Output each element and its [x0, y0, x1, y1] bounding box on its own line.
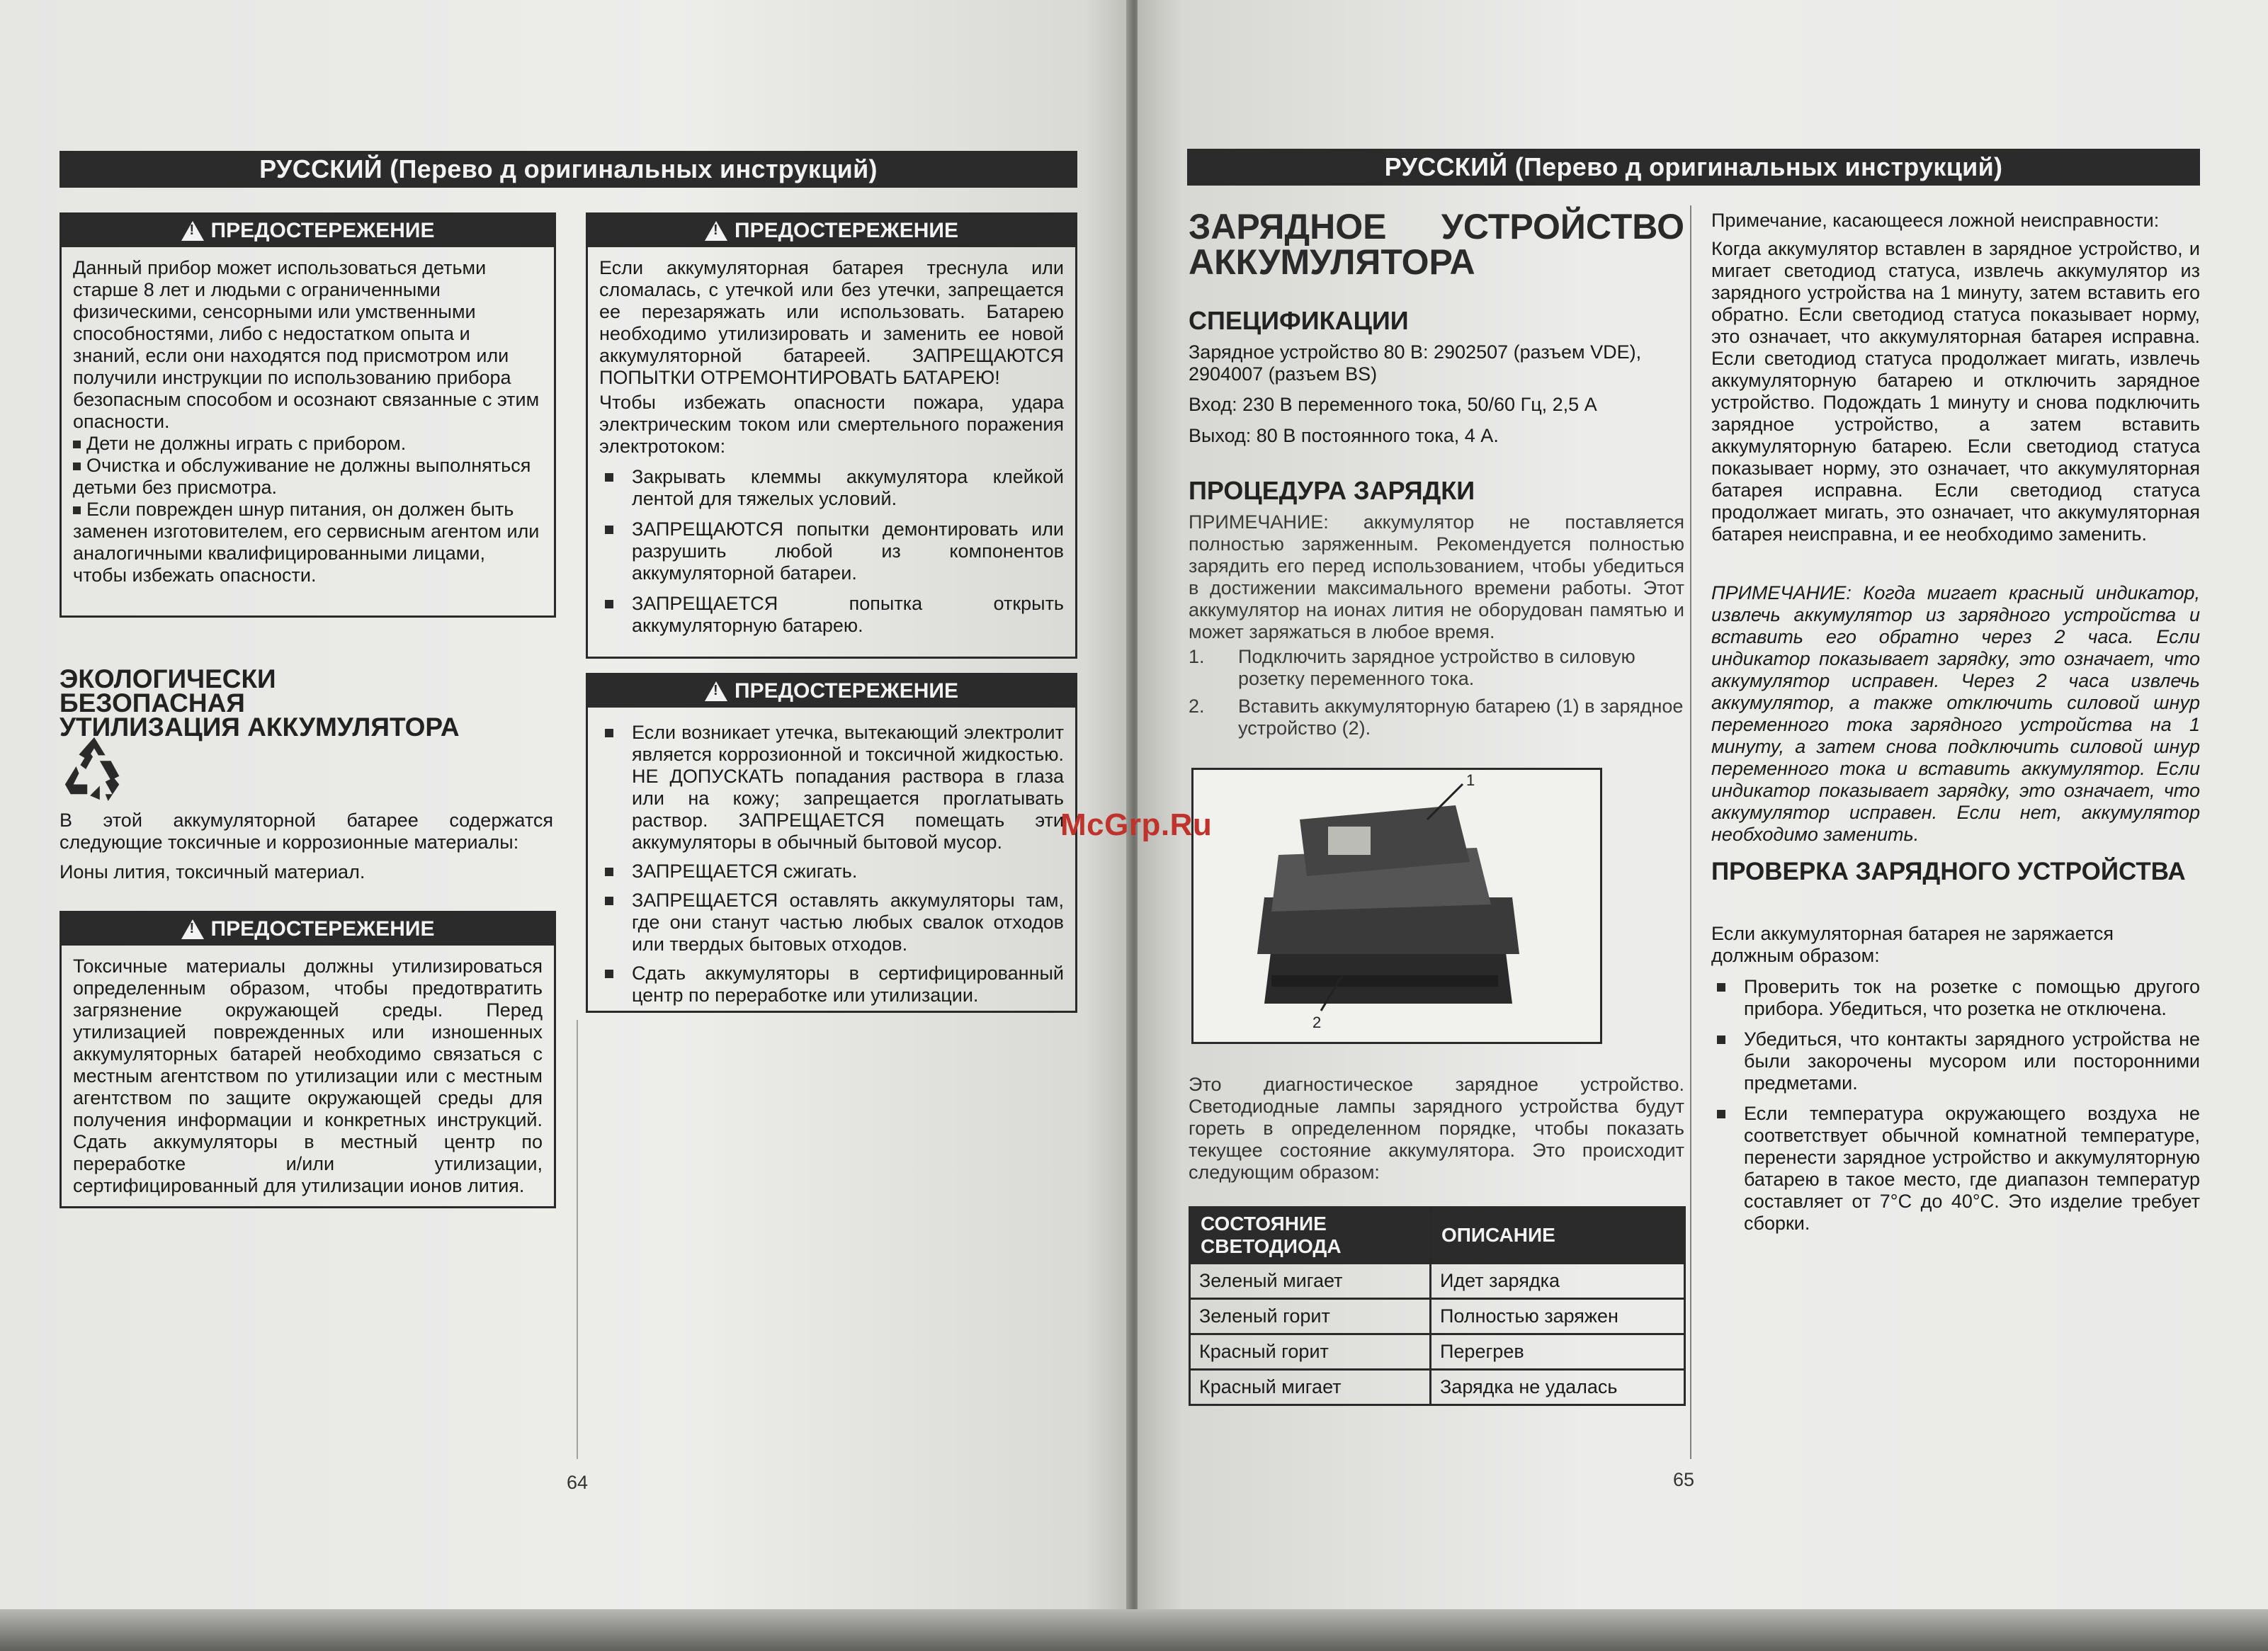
warning-intro: Данный прибор может использоваться детьми старше 8 лет и людьми с ограниченными физическими, сенсорными или умственными способностями, либо с недостатком опыта и знаний, если они находятся под присмотром или получили инструкции по использованию прибора безопасным способом и осознают связанные с этим опасности. [73, 257, 540, 432]
warning-item: ЗАПРЕЩАЕТСЯ сжигать. [599, 861, 1064, 883]
table-header: ОПИСАНИЕ [1431, 1208, 1685, 1264]
table-row: Красный мигает Зарядка не удалась [1190, 1370, 1685, 1405]
spec-line: Вход: 230 В переменного тока, 50/60 Гц, 2,5 А [1189, 394, 1597, 415]
page-number: 64 [567, 1472, 589, 1493]
left-header-bar: РУССКИЙ (Перево д оригинальных инструкций) [59, 151, 1077, 188]
warning-title: ПРЕДОСТЕРЕЖЕНИЕ [735, 679, 958, 703]
procedure-step: 2. Вставить аккумуляторную батарею (1) в зарядное устройство (2). [1189, 696, 1684, 739]
warning-item: Закрывать клеммы аккумулятора клейкой лентой для тяжелых условий. [599, 466, 1064, 510]
warning-item: ЗАПРЕЩАЮТСЯ попытки демонтировать или разрушить любой из компонентов аккумуляторной батареи. [599, 518, 1064, 584]
false-fault-note-title: Примечание, касающееся ложной неисправности: [1711, 210, 2160, 231]
red-indicator-note: ПРИМЕЧАНИЕ: Когда мигает красный индикатор, извлечь аккумулятор из зарядного устройства и вставить его обратно через 2 часа. Если индикатор показывает зарядку, это означает, что аккумулятор исправен. Через 2 часа извлечь аккумулятор, а также отключить силовой шнур переменного тока зарядного устройства на 1 минуту, а затем снова подключить силовой шнур переменного тока и вставить аккумулятор. Если индикатор показывает зарядку, это означает, что аккумулятор исправен. Если нет, аккумулятор необходимо заменить. [1711, 582, 2200, 845]
check-item: Проверить ток на розетке с помощью другого прибора. Убедиться, что розетка не отключена. [1711, 976, 2200, 1020]
page-title: ЗАРЯДНОЕ УСТРОЙСТВО АККУМУЛЯТОРА [1189, 207, 1684, 282]
table-header: СОСТОЯНИЕ СВЕТОДИОДА [1190, 1208, 1431, 1264]
warning-box-toxic [59, 911, 556, 1208]
warning-icon [705, 681, 727, 701]
check-item: Если температура окружающего воздуха не соответствует обычной комнатной температуре, перенести зарядное устройство и аккумуляторную батарею в такое место, где диапазон температур составляет от 7°C до 40°C. Это изделие требует сборки. [1711, 1103, 2200, 1235]
warning-item: Если возникает утечка, вытекающий электролит является коррозионной и токсичной жидкостью. НЕ ДОПУСКАТЬ попадания раствора в глаза или на кожу; запрещается проглатывать раствор. ЗАПРЕЩАЕТСЯ помещать эти аккумуляторы в обычный бытовой мусор. [599, 722, 1064, 853]
led-status-table [1189, 1206, 1686, 1406]
table-row: Красный горит Перегрев [1190, 1334, 1685, 1370]
eco-material: Ионы лития, токсичный материал. [59, 861, 365, 883]
column-divider [577, 1020, 578, 1459]
column-divider [1690, 205, 1691, 1459]
warning-text: Чтобы избежать опасности пожара, удара электрическим током или смертельного поражения электротоком: [599, 392, 1064, 457]
warning-title: ПРЕДОСТЕРЕЖЕНИЕ [210, 917, 435, 941]
procedure-title: ПРОЦЕДУРА ЗАРЯДКИ [1189, 476, 1475, 505]
bottom-shadow [0, 1609, 2268, 1651]
procedure-note: ПРИМЕЧАНИЕ: аккумулятор не поставляется полностью заряженным. Рекомендуется полностью зарядить его перед использованием, чтобы убедиться в достижении максимального времени работы. Этот аккумулятор на ионах лития не оборудован памятью и может заряжаться в любое время. [1189, 511, 1684, 642]
warning-text: Если аккумуляторная батарея треснула или сломалась, с утечкой или без утечки, запрещается ее перезаряжать или использовать. Батарею необходимо утилизировать и заменить ее новой аккумуляторной батареей. ЗАПРЕЩАЮТСЯ ПОПЫТКИ ОТРЕМОНТИРОВАТЬ БАТАРЕЮ! [599, 257, 1064, 388]
false-fault-note-text: Когда аккумулятор вставлен в зарядное устройство, и мигает светодиод статуса, извлечь аккумулятор из зарядного устройства на 1 минуту, затем вставить его обратно. Если светодиод статуса показывает норму, это означает, что аккумуляторная батарея исправна. Если светодиод статуса продолжает мигать, извлечь аккумуляторную батарею и отключить зарядное устройство. Подождать 1 минуту и снова подключить зарядное устройство, а затем вставить аккумуляторную батарею. Если светодиод статуса показывает норму, это означает, что аккумуляторная батарея исправна. Если светодиод статуса продолжает мигать, это означает, что аккумуляторная батарея неисправна, и ее необходимо заменить. [1711, 238, 2200, 545]
warning-title: ПРЕДОСТЕРЕЖЕНИЕ [210, 219, 435, 242]
warning-icon [705, 221, 727, 241]
watermark: McGrp.Ru [1060, 807, 1213, 842]
charger-illustration [1193, 770, 1600, 1042]
warning-text: Токсичные материалы должны утилизироваться определенным образом, чтобы предотвратить загрязнение окружающей среды. Перед утилизацией поврежденных или изношенных аккумуляторных батарей необходимо связаться с местным агентством по утилизации или с местным агентством по защите окружающей среды для получения информации и конкретных инструкций. Сдать аккумуляторы в местный центр по переработке и/или утилизации, сертифицированный для утилизации ионов лития. [73, 955, 543, 1196]
warning-box-damaged [586, 212, 1077, 659]
table-row: Зеленый мигает Идет зарядка [1190, 1264, 1685, 1299]
warning-icon [181, 221, 204, 241]
warning-item: Дети не должны играть с прибором. [73, 433, 543, 455]
warning-item: ЗАПРЕЩАЕТСЯ оставлять аккумуляторы там, где они станут частью любых свалок отходов или твердых бытовых отходов. [599, 890, 1064, 955]
eco-text: В этой аккумуляторной батарее содержатся следующие токсичные и коррозионные материалы: [59, 810, 553, 853]
right-header-bar: РУССКИЙ (Перево д оригинальных инструкций) [1187, 149, 2200, 186]
figure-label-1: 1 [1466, 771, 1475, 789]
warning-box-leak [586, 673, 1077, 1013]
check-item: Убедиться, что контакты зарядного устройства не были закорочены мусором или посторонними предметами. [1711, 1028, 2200, 1094]
warning-item: ЗАПРЕЩАЕТСЯ попытка открыть аккумуляторную батарею. [599, 593, 1064, 637]
diagnostic-text: Это диагностическое зарядное устройство. Светодиодные лампы зарядного устройства будут гореть в определенном порядке, чтобы показать текущее состояние аккумулятора. Это происходит следующим образом: [1189, 1074, 1684, 1183]
warning-box-children [59, 212, 556, 618]
spec-line: Выход: 80 В постоянного тока, 4 А. [1189, 425, 1499, 446]
left-page [0, 0, 1130, 1651]
warning-item: Сдать аккумуляторы в сертифицированный центр по переработке или утилизации. [599, 963, 1064, 1006]
page-number: 65 [1673, 1469, 1695, 1490]
warning-icon [181, 919, 204, 939]
right-page [1138, 0, 2268, 1651]
charger-check-intro: Если аккумуляторная батарея не заряжается должным образом: [1711, 923, 2114, 966]
spec-title: СПЕЦИФИКАЦИИ [1189, 306, 1409, 335]
warning-title: ПРЕДОСТЕРЕЖЕНИЕ [735, 219, 958, 242]
charger-figure [1191, 768, 1602, 1044]
procedure-step: 1. Подключить зарядное устройство в силовую розетку переменного тока. [1189, 646, 1635, 689]
eco-title: ЭКОЛОГИЧЕСКИ БЕЗОПАСНАЯ УТИЛИЗАЦИЯ АККУМУЛЯТОРА [59, 664, 460, 742]
warning-item: Очистка и обслуживание не должны выполняться детьми без присмотра. [73, 455, 531, 498]
table-row: Зеленый горит Полностью заряжен [1190, 1299, 1685, 1334]
warning-item: Если поврежден шнур питания, он должен быть заменен изготовителем, его сервисным агентом или аналогичными квалифицированными лицами, чтобы избежать опасности. [73, 499, 540, 586]
charger-check-title: ПРОВЕРКА ЗАРЯДНОГО УСТРОЙСТВА [1711, 858, 2186, 885]
spec-line: Зарядное устройство 80 В: 2902507 (разъем VDE), 2904007 (разъем BS) [1189, 341, 1642, 385]
recycle-icon [59, 733, 129, 802]
figure-label-2: 2 [1312, 1014, 1322, 1031]
